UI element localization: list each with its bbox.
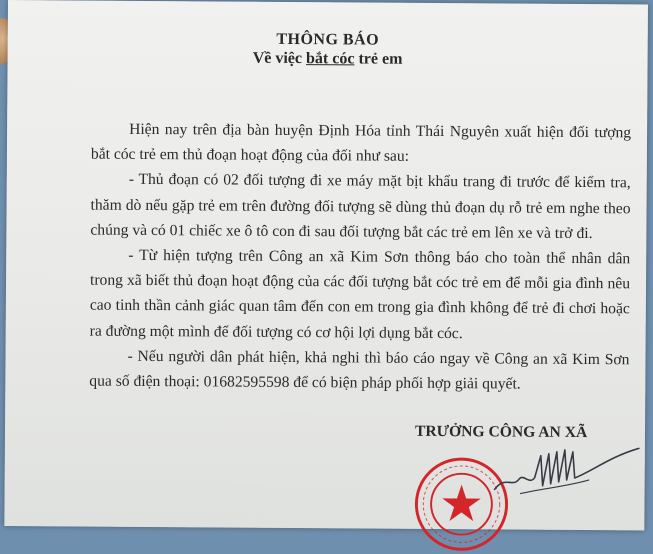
notice-subtitle [8, 48, 648, 70]
notice-body [89, 117, 631, 398]
subtitle-suffix: trẻ em [354, 50, 403, 68]
subtitle-underlined: bắt cóc [305, 50, 355, 68]
paragraph-intro: Hiện nay trên địa bàn huyện Định Hóa tỉnh Thái Nguyên xuất hiện đối tượng bắt cóc trẻ em thủ đoạn hoạt động của đối như sau: [90, 120, 632, 166]
paragraph-method: - Thủ đoạn có 02 đối tượng đi xe máy mặt bịt khẩu trang đi trước để kiểm tra, thăm dò nếu gặp trẻ em trên đường đối tượng sẽ dùng thủ đoạn dụ rỗ trẻ em nghe theo chúng và có 01 chiếc xe ô tô con đi sau đối tượng bắt các trẻ em lên xe và trở đi. [90, 171, 631, 242]
notice-document [4, 0, 648, 530]
notice-title: THÔNG BÁO [276, 30, 380, 49]
paragraph-warning: - Từ hiện tượng trên Công an xã Kim Sơn thông báo cho toàn thể nhân dân trong xã biết thủ đoạn hoạt động của các đối tượng bắt cóc trẻ em để mỗi gia đình nêu cao tinh thần cảnh giác quan tâm đến con em trong gia đình không để trẻ đi chơi hoặc ra đường một mình để đối tượng có cơ hội lợi dụng bắt cóc. [89, 246, 631, 342]
subtitle-prefix: Về việc [252, 49, 307, 68]
signature-icon [490, 441, 640, 512]
paragraph-contact: - Nếu người dân phát hiện, khả nghi thì báo cáo ngay về Công an xã Kim Sơn qua số điện thoại: 01682595598 để có biện pháp phối hợp giải quyết. [89, 347, 630, 393]
signer-title: TRƯỞNG CÔNG AN XÃ [414, 422, 588, 442]
